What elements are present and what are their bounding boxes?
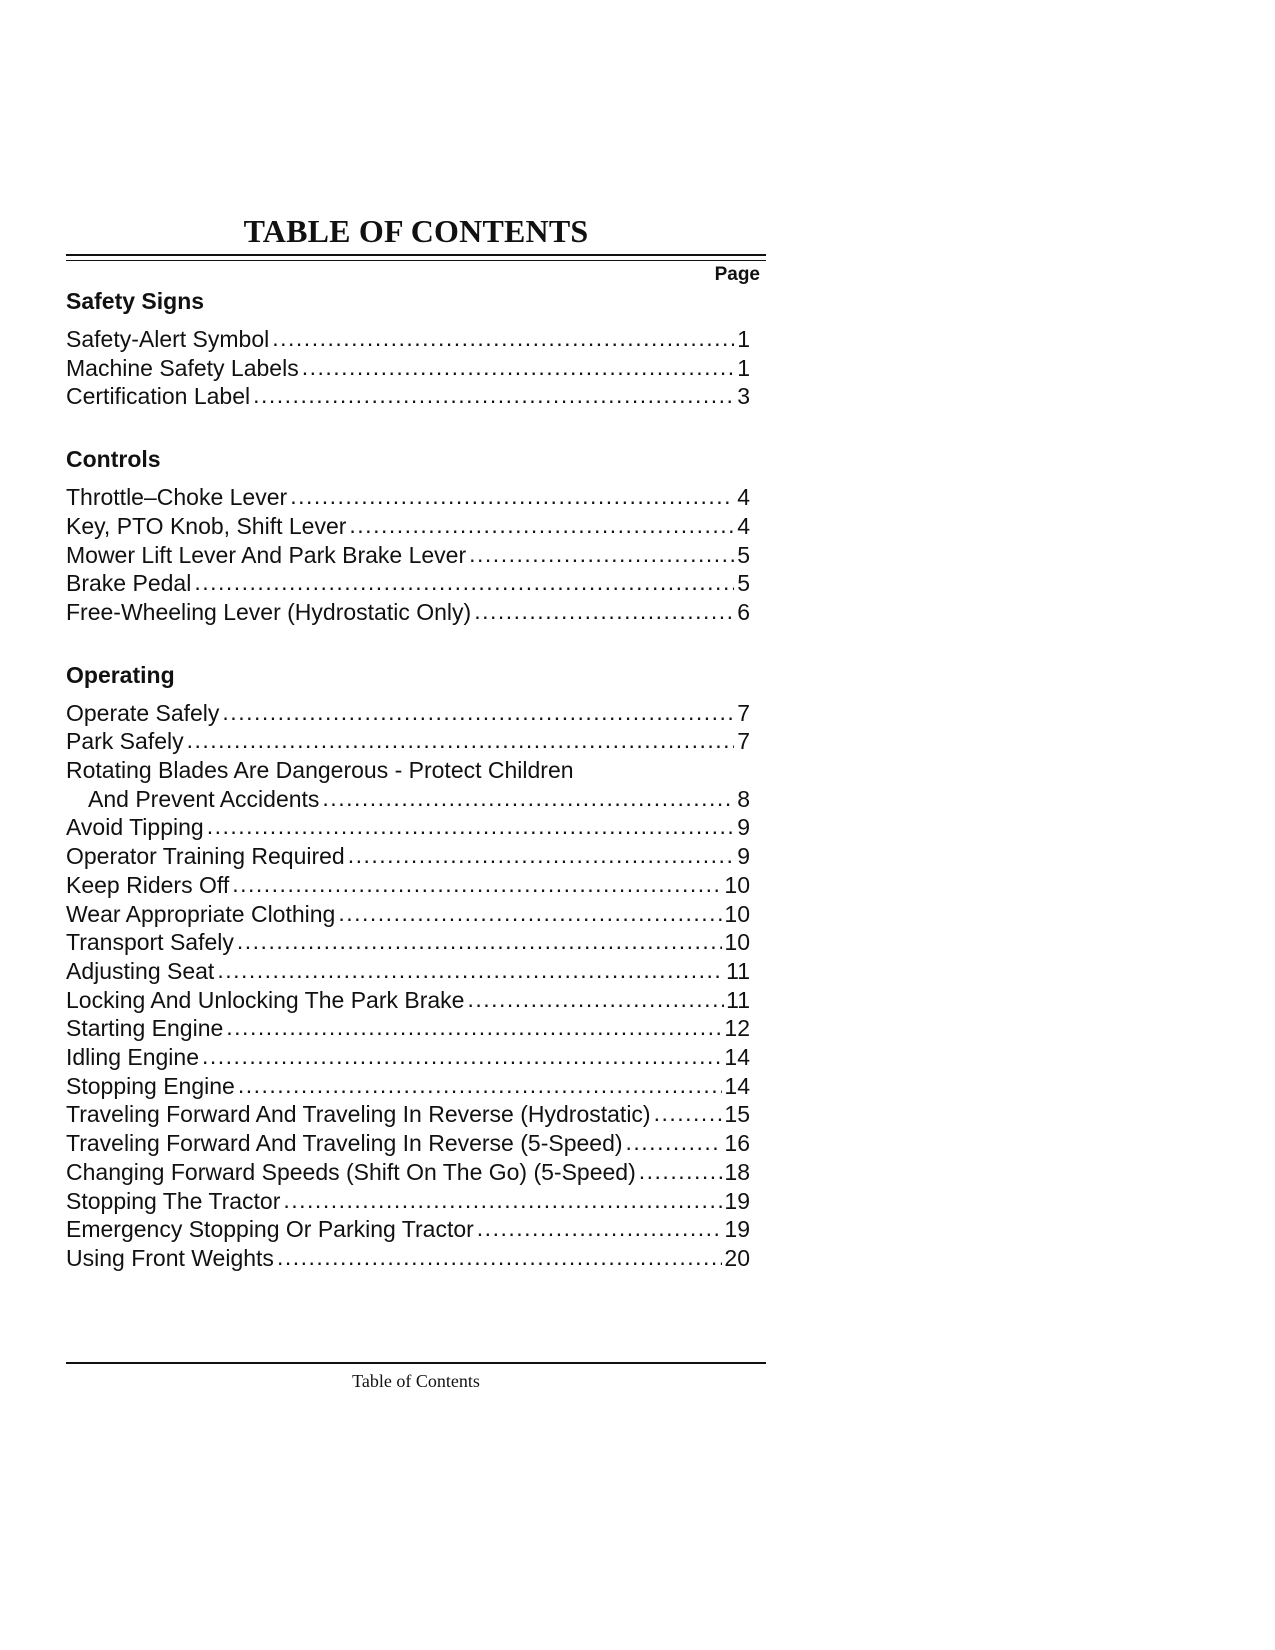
- page-column-label: Page: [714, 264, 760, 285]
- entry-page-number: 6: [737, 598, 750, 625]
- entry-page-number: 5: [737, 541, 750, 568]
- toc-entry[interactable]: [66, 325, 750, 354]
- entry-label: Changing Forward Speeds (Shift On The Go) (5-Speed): [66, 1158, 636, 1185]
- entry-label: Keep Riders Off: [66, 871, 230, 898]
- entry-label: Using Front Weights: [66, 1244, 274, 1271]
- toc-entry[interactable]: [66, 1072, 750, 1101]
- dot-leader: [187, 726, 734, 755]
- toc-entry[interactable]: [66, 598, 750, 627]
- toc-entry[interactable]: [66, 1043, 750, 1072]
- toc-entry[interactable]: [66, 871, 750, 900]
- table-of-contents: [66, 286, 750, 1273]
- entry-page-number: 1: [737, 326, 750, 352]
- entry-label: Stopping The Tractor: [66, 1187, 281, 1214]
- entry-label: Park Safely: [66, 728, 184, 755]
- toc-entry[interactable]: [66, 569, 750, 598]
- dot-leader: [194, 568, 734, 597]
- toc-entry[interactable]: [66, 1014, 750, 1043]
- entry-label: Throttle–Choke Lever: [66, 484, 288, 511]
- entry-list: [66, 325, 750, 411]
- toc-entry[interactable]: [66, 986, 750, 1015]
- dot-leader: [217, 956, 724, 985]
- entry-page-number: 11: [726, 986, 750, 1013]
- toc-section-operating: [66, 660, 750, 1273]
- entry-page-number: 14: [724, 1072, 750, 1099]
- dot-leader: [639, 1157, 723, 1186]
- footer-rule: [66, 1362, 766, 1364]
- entry-label: Brake Pedal: [66, 570, 192, 597]
- entry-list: [66, 483, 750, 627]
- entry-label: Starting Engine: [66, 1015, 224, 1042]
- toc-entry[interactable]: [66, 1158, 750, 1187]
- dot-leader: [238, 1071, 723, 1100]
- dot-leader: [226, 1013, 722, 1042]
- toc-section-safety-signs: [66, 286, 750, 411]
- entry-label: Machine Safety Labels: [66, 354, 299, 381]
- entry-label: Emergency Stopping Or Parking Tractor: [66, 1216, 474, 1243]
- toc-entry[interactable]: [66, 354, 750, 383]
- entry-page-number: 19: [724, 1216, 750, 1243]
- toc-entry[interactable]: [66, 1100, 750, 1129]
- title-double-rule: [66, 254, 766, 261]
- entry-page-number: 9: [737, 814, 750, 841]
- toc-entry[interactable]: [66, 1215, 750, 1244]
- entry-label: Operator Training Required: [66, 843, 345, 870]
- entry-page-number: 5: [737, 570, 750, 597]
- dot-leader: [302, 353, 734, 382]
- entry-page-number: 20: [724, 1244, 750, 1271]
- entry-page-number: 18: [724, 1158, 750, 1185]
- dot-leader: [237, 927, 723, 956]
- dot-leader: [654, 1099, 723, 1128]
- entry-page-number: 15: [724, 1101, 750, 1128]
- entry-page-number: 19: [724, 1187, 750, 1214]
- toc-entry[interactable]: [66, 512, 750, 541]
- toc-section-controls: [66, 444, 750, 627]
- entry-label: Locking And Unlocking The Park Brake: [66, 986, 465, 1013]
- entry-label: Traveling Forward And Traveling In Reverse (5-Speed): [66, 1130, 623, 1157]
- toc-entry[interactable]: [66, 957, 750, 986]
- toc-entry[interactable]: [66, 699, 750, 728]
- dot-leader: [322, 784, 734, 813]
- entry-page-number: 14: [724, 1044, 750, 1071]
- toc-entry[interactable]: [66, 1129, 750, 1158]
- entry-page-number: 10: [724, 900, 750, 927]
- entry-page-number: 9: [737, 843, 750, 870]
- dot-leader: [272, 324, 734, 353]
- section-heading: Controls: [66, 446, 161, 473]
- section-heading: Safety Signs: [66, 288, 205, 314]
- entry-list: [66, 699, 750, 1273]
- entry-page-number: 1: [737, 354, 750, 381]
- dot-leader: [277, 1243, 722, 1272]
- entry-label: Mower Lift Lever And Park Brake Lever: [66, 541, 467, 568]
- dot-leader: [222, 698, 734, 727]
- entry-page-number: 7: [737, 728, 750, 755]
- dot-leader: [477, 1214, 723, 1243]
- entry-label: Stopping Engine: [66, 1072, 235, 1099]
- entry-label: Adjusting Seat: [66, 957, 215, 984]
- dot-leader: [232, 870, 722, 899]
- toc-entry[interactable]: [66, 813, 750, 842]
- entry-label: And Prevent Accidents: [88, 785, 320, 812]
- entry-page-number: 4: [737, 512, 750, 539]
- entry-label: Free-Wheeling Lever (Hydrostatic Only): [66, 598, 472, 625]
- dot-leader: [338, 899, 722, 928]
- toc-entry[interactable]: [66, 842, 750, 871]
- entry-page-number: 11: [726, 957, 750, 984]
- toc-entry[interactable]: [66, 483, 750, 512]
- toc-entry[interactable]: [66, 1244, 750, 1273]
- dot-leader: [469, 540, 734, 569]
- entry-page-number: 7: [737, 699, 750, 726]
- dot-leader: [283, 1186, 722, 1215]
- entry-label: Operate Safely: [66, 699, 220, 726]
- running-footer: Table of Contents: [352, 1371, 480, 1391]
- entry-page-number: 4: [737, 484, 750, 511]
- toc-entry[interactable]: [66, 541, 750, 570]
- dot-leader: [253, 381, 734, 410]
- entry-label: Transport Safely: [66, 929, 234, 956]
- entry-label: Wear Appropriate Clothing: [66, 900, 336, 927]
- entry-page-number: 10: [724, 929, 750, 956]
- entry-page-number: 16: [724, 1130, 750, 1157]
- entry-label: Avoid Tipping: [66, 814, 204, 841]
- entry-page-number: 3: [737, 383, 750, 410]
- dot-leader: [348, 841, 734, 870]
- dot-leader: [467, 985, 724, 1014]
- section-heading: Operating: [66, 661, 175, 688]
- entry-label: Safety-Alert Symbol: [66, 326, 270, 352]
- dot-leader: [626, 1128, 723, 1157]
- entry-label: Certification Label: [66, 383, 251, 410]
- entry-label: Traveling Forward And Traveling In Reverse (Hydrostatic): [66, 1101, 651, 1128]
- dot-leader: [202, 1042, 722, 1071]
- entry-label: Rotating Blades Are Dangerous - Protect Children: [66, 757, 574, 784]
- toc-entry[interactable]: [66, 756, 750, 785]
- toc-entry[interactable]: [66, 928, 750, 957]
- toc-entry[interactable]: [66, 382, 750, 411]
- toc-entry[interactable]: [66, 727, 750, 756]
- entry-page-number: 12: [724, 1015, 750, 1042]
- dot-leader: [207, 812, 734, 841]
- entry-label: Key, PTO Knob, Shift Lever: [66, 512, 347, 539]
- toc-entry[interactable]: [66, 1187, 750, 1216]
- toc-entry[interactable]: [66, 900, 750, 929]
- toc-entry-continuation[interactable]: [66, 785, 750, 814]
- entry-page-number: 8: [737, 785, 750, 812]
- dot-leader: [290, 482, 734, 511]
- dot-leader: [349, 511, 734, 540]
- page-title: TABLE OF CONTENTS: [243, 213, 589, 249]
- dot-leader: [474, 597, 734, 626]
- entry-label: Idling Engine: [66, 1044, 199, 1071]
- entry-page-number: 10: [724, 871, 750, 898]
